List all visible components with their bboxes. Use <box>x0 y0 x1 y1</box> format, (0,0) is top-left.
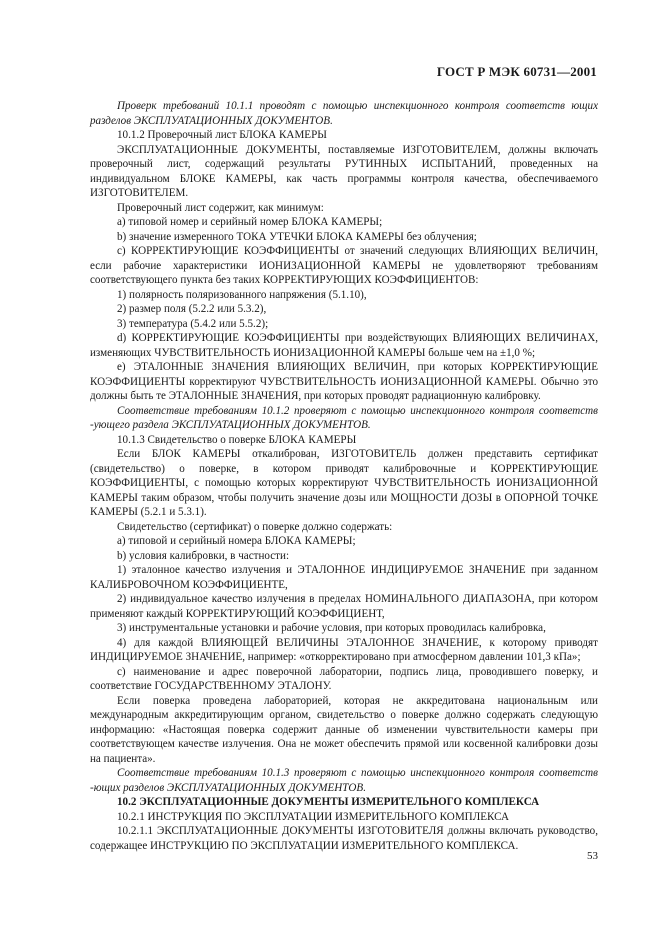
paragraph: Если поверка проведена лабораторией, которая не аккредитована национальным или международным аккредитирующим органом, свидетельство о поверке должно содержать следующую информацию: «Настоящая поверка содержит данные об изменении чувствительности камеры при соответствующем качестве излучения. Она не может обеспечить прямой или косвенной калибровки дозы на пациента». <box>90 694 598 765</box>
paragraph: а) типовой номер и серийный номер БЛОКА КАМЕРЫ; <box>117 216 383 228</box>
paragraph: c) КОРРЕКТИРУЮЩИЕ КОЭФФИЦИЕНТЫ от значений следующих ВЛИЯЮЩИХ ВЕЛИЧИН, если рабочие характеристики ИОНИЗАЦИОННОЙ КАМЕРЫ не удовлетворяют требованиям соответствующего пункта без таких КОРРЕКТИРУЮЩИХ КОЭФФИЦИЕНТОВ: <box>90 245 598 286</box>
paragraph: b) значение измеренного ТОКА УТЕЧКИ БЛОКА КАМЕРЫ без облучения; <box>117 230 477 243</box>
paragraph: 10.2.1.1 ЭКСПЛУАТАЦИОННЫЕ ДОКУМЕНТЫ ИЗГОТОВИТЕЛЯ должны включать руководство, содержащее ИНСТРУКЦИЮ ПО ЭКСПЛУАТАЦИИ ИЗМЕРИТЕЛЬНОГО КОМПЛЕКСА. <box>90 825 598 852</box>
paragraph: 1) полярность поляризованного напряжения (5.1.10), <box>117 288 367 301</box>
paragraph: b) условия калибровки, в частности: <box>117 549 290 562</box>
paragraph: 10.2.1 ИНСТРУКЦИЯ ПО ЭКСПЛУАТАЦИИ ИЗМЕРИТЕЛЬНОГО КОМПЛЕКСА <box>117 810 509 823</box>
paragraph: d) КОРРЕКТИРУЮЩИЕ КОЭФФИЦИЕНТЫ при воздействующих ВЛИЯЮЩИХ ВЕЛИЧИНАХ, изменяющих ЧУВСТВИТЕЛЬНОСТЬ ИОНИЗАЦИОННОЙ КАМЕРЫ больше чем на ±1,0 %; <box>90 332 598 359</box>
section-heading: 10.2 ЭКСПЛУАТАЦИОННЫЕ ДОКУМЕНТЫ ИЗМЕРИТЕЛЬНОГО КОМПЛЕКСА <box>117 796 540 808</box>
page-body <box>90 99 598 853</box>
paragraph: c) наименование и адрес поверочной лаборатории, подпись лица, проводившего поверку, и соответствие ГОСУДАРСТВЕННОМУ ЭТАЛОНУ. <box>90 665 598 692</box>
paragraph: 2) индивидуальное качество излучения в пределах НОМИНАЛЬНОГО ДИАПАЗОНА, при котором применяют каждый КОРРЕКТИРУЮЩИЙ КОЭФФИЦИЕНТ, <box>90 593 598 620</box>
paragraph: e) ЭТАЛОННЫЕ ЗНАЧЕНИЯ ВЛИЯЮЩИХ ВЕЛИЧИН, при которых КОРРЕКТИРУЮЩИЕ КОЭФФИЦИЕНТЫ корректируют ЧУВСТВИТЕЛЬНОСТЬ ИОНИЗАЦИОННОЙ КАМЕРЫ. Обычно это должны быть те ЭТАЛОННЫЕ ЗНАЧЕНИЯ, при которых проводят радиационную калибровку. <box>90 361 598 402</box>
paragraph: 4) для каждой ВЛИЯЮЩЕЙ ВЕЛИЧИНЫ ЭТАЛОННОЕ ЗНАЧЕНИЕ, к которому приводят ИНДИЦИРУЕМОЕ ЗНАЧЕНИЕ, например: «откорректировано при атмосферном давлении 101,3 кПа»; <box>90 636 598 663</box>
paragraph: Если БЛОК КАМЕРЫ откалиброван, ИЗГОТОВИТЕЛЬ должен представить сертификат (свидетельство) о поверке, в котором приводят калибровочные и КОРРЕКТИРУЮЩИЕ КОЭФФИЦИЕНТЫ, с помощью которых корректируют ЧУВСТВИТЕЛЬНОСТЬ ИОНИЗАЦИОННОЙ КАМЕРЫ таким образом, чтобы получить значение дозы или МОЩНОСТИ ДОЗЫ в ОПОРНОЙ ТОЧКЕ КАМЕРЫ (5.2.1 и 5.3.1). <box>90 448 598 518</box>
paragraph: 3) инструментальные установки и рабочие условия, при которых проводилась калибровка, <box>117 622 546 634</box>
document-header: ГОСТ Р МЭК 60731—2001 <box>436 64 597 79</box>
paragraph: 3) температура (5.4.2 или 5.5.2); <box>117 317 269 330</box>
paragraph: Проверк требований 10.1.1 проводят с помощью инспекционного контроля соответств ющих разделов ЭКСПЛУАТАЦИОННЫХ ДОКУМЕНТОВ. <box>90 100 598 127</box>
paragraph: 10.1.2 Проверочный лист БЛОКА КАМЕРЫ <box>117 129 327 141</box>
paragraph: Свидетельство (сертификат) о поверке должно содержать: <box>117 520 393 533</box>
paragraph: 2) размер поля (5.2.2 или 5.3.2), <box>117 303 267 315</box>
paragraph: 10.1.3 Свидетельство о поверке БЛОКА КАМЕРЫ <box>117 433 357 446</box>
paragraph: ЭКСПЛУАТАЦИОННЫЕ ДОКУМЕНТЫ, поставляемые ИЗГОТОВИТЕЛЕМ, должны включать проверочный лист, содержащий результаты РУТИННЫХ ИСПЫТАНИЙ, проведенных на индивидуальном БЛОКЕ КАМЕРЫ, как часть программы контроля качества, обеспечиваемого ИЗГОТОВИТЕЛЕМ. <box>90 143 598 199</box>
paragraph: Соответствие требованиям 10.1.3 проверяют с помощью инспекционного контроля соответств -ющих разделов ЭКСПЛУАТАЦИОННЫХ ДОКУМЕНТОВ. <box>90 767 598 794</box>
paragraph: Проверочный лист содержит, как минимум: <box>117 201 324 214</box>
paragraph: а) типовой и серийный номера БЛОКА КАМЕРЫ; <box>117 535 356 547</box>
paragraph: Соответствие требованиям 10.1.2 проверяют с помощью инспекционного контроля соответств -ующего раздела ЭКСПЛУАТАЦИОННЫХ ДОКУМЕНТОВ. <box>90 404 598 431</box>
paragraph: 1) эталонное качество излучения и ЭТАЛОННОЕ ИНДИЦИРУЕМОЕ ЗНАЧЕНИЕ при заданном КАЛИБРОВОЧНОМ КОЭФФИЦИЕНТЕ, <box>90 564 598 591</box>
page-number: 53 <box>587 850 598 862</box>
